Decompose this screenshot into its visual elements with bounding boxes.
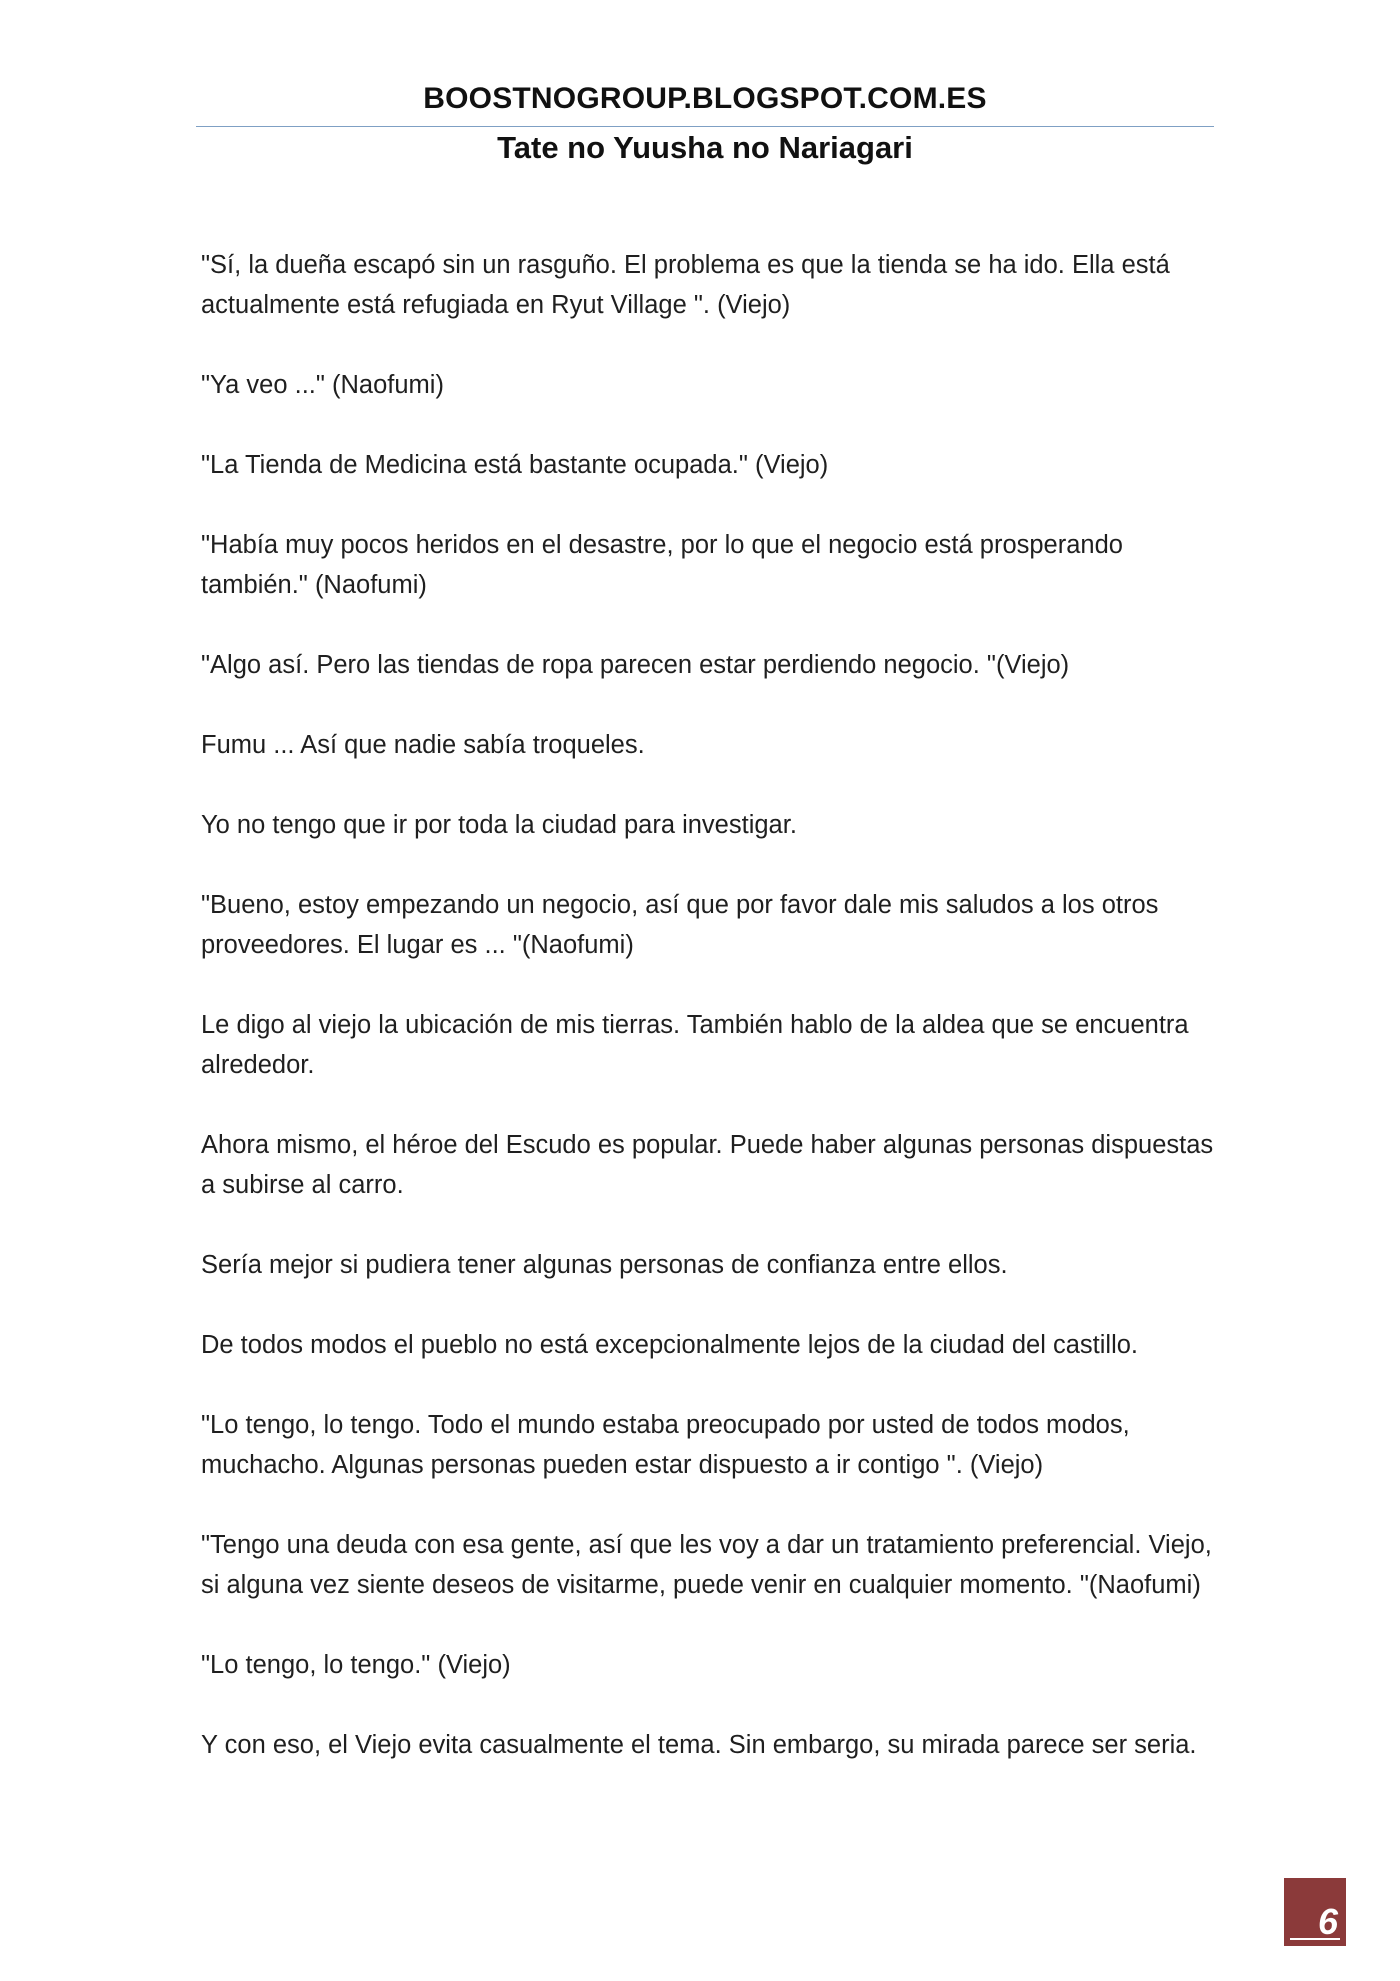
- paragraph: Sería mejor si pudiera tener algunas personas de confianza entre ellos.: [201, 1251, 1008, 1279]
- page-number-badge: [1284, 1878, 1346, 1946]
- paragraph: "Algo así. Pero las tiendas de ropa parecen estar perdiendo negocio. "(Viejo): [201, 651, 1070, 679]
- site-title: BOOSTNOGROUP.BLOGSPOT.COM.ES: [423, 82, 987, 115]
- paragraph: "Lo tengo, lo tengo." (Viejo): [201, 1651, 511, 1679]
- body-text: [201, 245, 1221, 1805]
- paragraph: "Sí, la dueña escapó sin un rasguño. El problema es que la tienda se ha ido. Ella está actualmente está refugiada en Ryut Village ". (Viejo): [201, 251, 1170, 319]
- paragraph: "Bueno, estoy empezando un negocio, así que por favor dale mis saludos a los otros proveedores. El lugar es ... "(Naofumi): [201, 891, 1159, 959]
- paragraph: Le digo al viejo la ubicación de mis tierras. También hablo de la aldea que se encuentra alrededor.: [201, 1011, 1189, 1079]
- paragraph: "La Tienda de Medicina está bastante ocupada." (Viejo): [201, 451, 829, 479]
- paragraph: "Había muy pocos heridos en el desastre, por lo que el negocio está prosperando también." (Naofumi): [201, 531, 1123, 599]
- page-number-underline: [1290, 1938, 1340, 1940]
- paragraph: Ahora mismo, el héroe del Escudo es popular. Puede haber algunas personas dispuestas a subirse al carro.: [201, 1131, 1214, 1199]
- paragraph: Y con eso, el Viejo evita casualmente el tema. Sin embargo, su mirada parece ser seria.: [201, 1731, 1197, 1759]
- paragraph: Yo no tengo que ir por toda la ciudad para investigar.: [201, 811, 797, 839]
- paragraph: "Ya veo ..." (Naofumi): [201, 371, 444, 399]
- paragraph: De todos modos el pueblo no está excepcionalmente lejos de la ciudad del castillo.: [201, 1331, 1139, 1359]
- paragraph: "Lo tengo, lo tengo. Todo el mundo estaba preocupado por usted de todos modos, muchacho. Algunas personas pueden estar dispuesto a ir contigo ". (Viejo): [201, 1411, 1130, 1479]
- page-number: 6: [1317, 1901, 1338, 1942]
- header-divider: [196, 126, 1214, 127]
- paragraph: Fumu ... Así que nadie sabía troqueles.: [201, 731, 645, 759]
- book-title: Tate no Yuusha no Nariagari: [497, 130, 913, 165]
- paragraph: "Tengo una deuda con esa gente, así que les voy a dar un tratamiento preferencial. Viejo, si alguna vez siente deseos de visitarme, puede venir en cualquier momento. "(Naofumi): [201, 1531, 1212, 1599]
